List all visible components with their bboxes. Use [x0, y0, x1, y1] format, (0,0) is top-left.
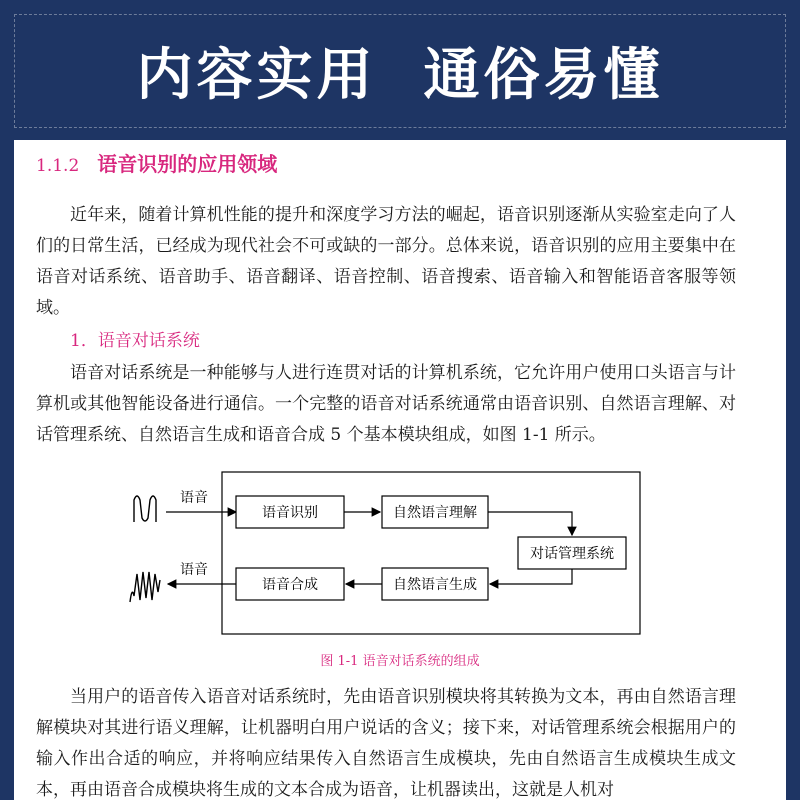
subsection-heading: 1．语音对话系统 — [70, 331, 200, 351]
paragraph-workflow: 当用户的语音传入语音对话系统时，先由语音识别模块将其转换为文本，再由自然语言理解模块对其进行语义理解，让机器明白用户说话的含义；接下来，对话管理系统会根据用户的输入作出合适的响应，并将响应结果传入自然语言生成模块，先由自然语言生成模块生成文本，再由语音合成模块将生成的文本合成为语音，让机器读出，这就是人机对 — [36, 687, 736, 800]
paragraph-intro: 近年来，随着计算机性能的提升和深度学习方法的崛起，语音识别逐渐从实验室走向了人们的日常生活，已经成为现代社会不可或缺的一部分。总体来说，语音识别的应用主要集中在语音对话系统、语音助手、语音翻译、语音控制、语音搜索、语音输入和智能语音客服等领域。 — [36, 205, 736, 318]
section-title: 语音识别的应用领域 — [97, 152, 278, 176]
output-waveform-icon — [130, 572, 160, 602]
dm-label: 对话管理系统 — [530, 546, 614, 562]
input-label: 语音 — [180, 490, 208, 506]
dialog-system-diagram — [14, 460, 786, 650]
banner — [14, 14, 786, 128]
asr-label: 语音识别 — [262, 505, 318, 521]
arrow-nlu-dm — [488, 512, 572, 535]
tts-label: 语音合成 — [262, 577, 318, 593]
banner-title: 内容实用 通俗易懂 — [136, 43, 664, 108]
nlg-label: 自然语言生成 — [393, 577, 477, 593]
input-waveform-icon — [134, 496, 156, 522]
output-label: 语音 — [180, 562, 208, 578]
figure-caption: 图 1-1 语音对话系统的组成 — [320, 654, 480, 669]
section-heading — [36, 148, 277, 177]
book-page — [14, 140, 786, 800]
paragraph-dialog-system: 语音对话系统是一种能够与人进行连贯对话的计算机系统，它允许用户使用口头语言与计算机或其他智能设备进行通信。一个完整的语音对话系统通常由语音识别、自然语言理解、对话管理系统、自然语言生成和语音合成 5 个基本模块组成，如图 1-1 所示。 — [36, 363, 736, 445]
nlu-label: 自然语言理解 — [393, 505, 477, 521]
arrow-dm-nlg — [490, 569, 572, 584]
section-number: 1.1.2 — [36, 156, 80, 176]
